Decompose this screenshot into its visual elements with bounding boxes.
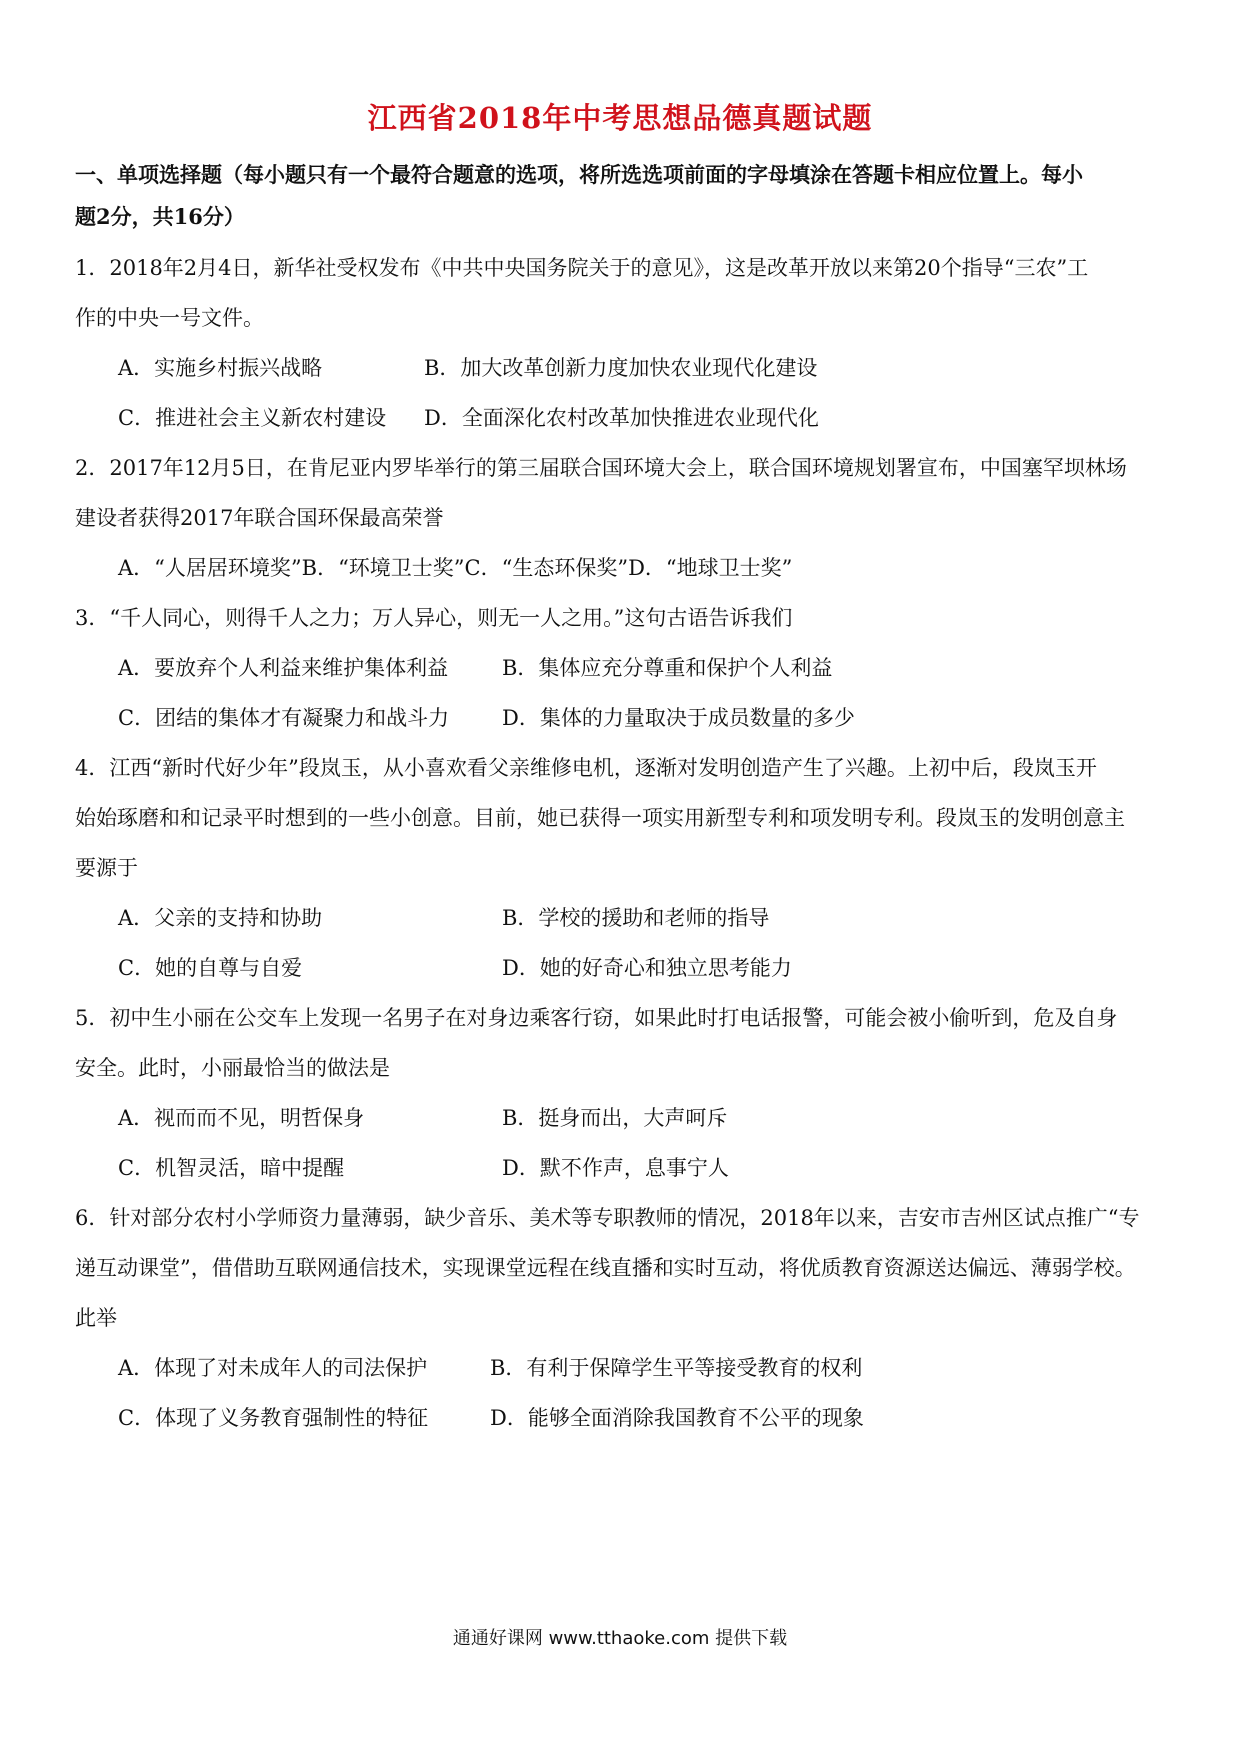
- question-3-option-a: A．要放弃个人利益来维护集体利益: [118, 656, 449, 680]
- question-4-line-2: 始始琢磨和和记录平时想到的一些小创意。目前，她已获得一项实用新型专利和项发明专利。段岚玉的发明创意主: [75, 806, 1125, 830]
- question-1-option-c: C．推进社会主义新农村建设: [118, 406, 387, 430]
- question-4-line-1: 4．江西“新时代好少年”段岚玉，从小喜欢看父亲维修电机，逐渐对发明创造产生了兴趣。上初中后，段岚玉开: [75, 756, 1097, 780]
- question-3-option-d: D．集体的力量取决于成员数量的多少: [502, 706, 855, 730]
- question-1-option-a: A．实施乡村振兴战略: [118, 356, 323, 380]
- page-title: 江西省2018年中考思想品德真题试题: [367, 101, 873, 135]
- question-5-option-b: B．挺身而出，大声呵斥: [502, 1106, 728, 1130]
- question-5-line-2: 安全。此时，小丽最恰当的做法是: [75, 1056, 390, 1080]
- question-4-line-3: 要源于: [75, 856, 138, 880]
- question-6-option-b: B．有利于保障学生平等接受教育的权利: [490, 1356, 863, 1380]
- question-3-option-b: B．集体应充分尊重和保护个人利益: [502, 656, 833, 680]
- question-4-option-d: D．她的好奇心和独立思考能力: [502, 956, 792, 980]
- question-6-option-c: C．体现了义务教育强制性的特征: [118, 1406, 429, 1430]
- question-3-option-c: C．团结的集体才有凝聚力和战斗力: [118, 706, 450, 730]
- page-footer: 通通好课网 www.tthaoke.com 提供下载: [452, 1628, 788, 1649]
- question-2-line-2: 建设者获得2017年联合国环保最高荣誉: [75, 506, 444, 530]
- question-6-line-2: 递互动课堂”，借借助互联网通信技术，实现课堂远程在线直播和实时互动，将优质教育资源送达偏远、薄弱学校。: [75, 1256, 1136, 1280]
- question-6-option-d: D．能够全面消除我国教育不公平的现象: [490, 1406, 864, 1430]
- question-4-option-c: C．她的自尊与自爱: [118, 956, 303, 980]
- question-6-line-3: 此举: [75, 1306, 117, 1330]
- question-2-options: A．“人居居环境奖”B．“环境卫士奖”C．“生态环保奖”D．“地球卫士奖”: [118, 556, 793, 580]
- question-3-line-1: 3．“千人同心，则得千人之力；万人异心，则无一人之用。”这句古语告诉我们: [75, 606, 793, 630]
- question-1-line-1: 1．2018年2月4日，新华社受权发布《中共中央国务院关于的意见》，这是改革开放以来第20个指导“三农”工: [75, 256, 1089, 280]
- question-1-line-2: 作的中央一号文件。: [75, 306, 264, 330]
- question-5-option-d: D．默不作声，息事宁人: [502, 1156, 729, 1180]
- question-5-option-a: A．视而而不见，明哲保身: [118, 1106, 365, 1130]
- section-heading-line-2: 题2分，共16分）: [75, 204, 245, 229]
- question-2-line-1: 2．2017年12月5日，在肯尼亚内罗毕举行的第三届联合国环境大会上，联合国环境规划署宣布，中国塞罕坝林场: [75, 456, 1127, 480]
- question-5-line-1: 5．初中生小丽在公交车上发现一名男子在对身边乘客行窃，如果此时打电话报警，可能会被小偷听到，危及自身: [75, 1006, 1118, 1030]
- question-6-option-a: A．体现了对未成年人的司法保护: [118, 1356, 428, 1380]
- question-4-option-b: B．学校的援助和老师的指导: [502, 906, 770, 930]
- section-heading-line-1: 一、单项选择题（每小题只有一个最符合题意的选项，将所选选项前面的字母填涂在答题卡相应位置上。每小: [75, 162, 1083, 187]
- question-1-option-b: B．加大改革创新力度加快农业现代化建设: [424, 356, 818, 380]
- question-5-option-c: C．机智灵活，暗中提醒: [118, 1156, 345, 1180]
- question-4-option-a: A．父亲的支持和协助: [118, 906, 323, 930]
- question-6-line-1: 6．针对部分农村小学师资力量薄弱，缺少音乐、美术等专职教师的情况，2018年以来，吉安市吉州区试点推广“专: [75, 1206, 1140, 1230]
- question-1-option-d: D．全面深化农村改革加快推进农业现代化: [424, 406, 819, 430]
